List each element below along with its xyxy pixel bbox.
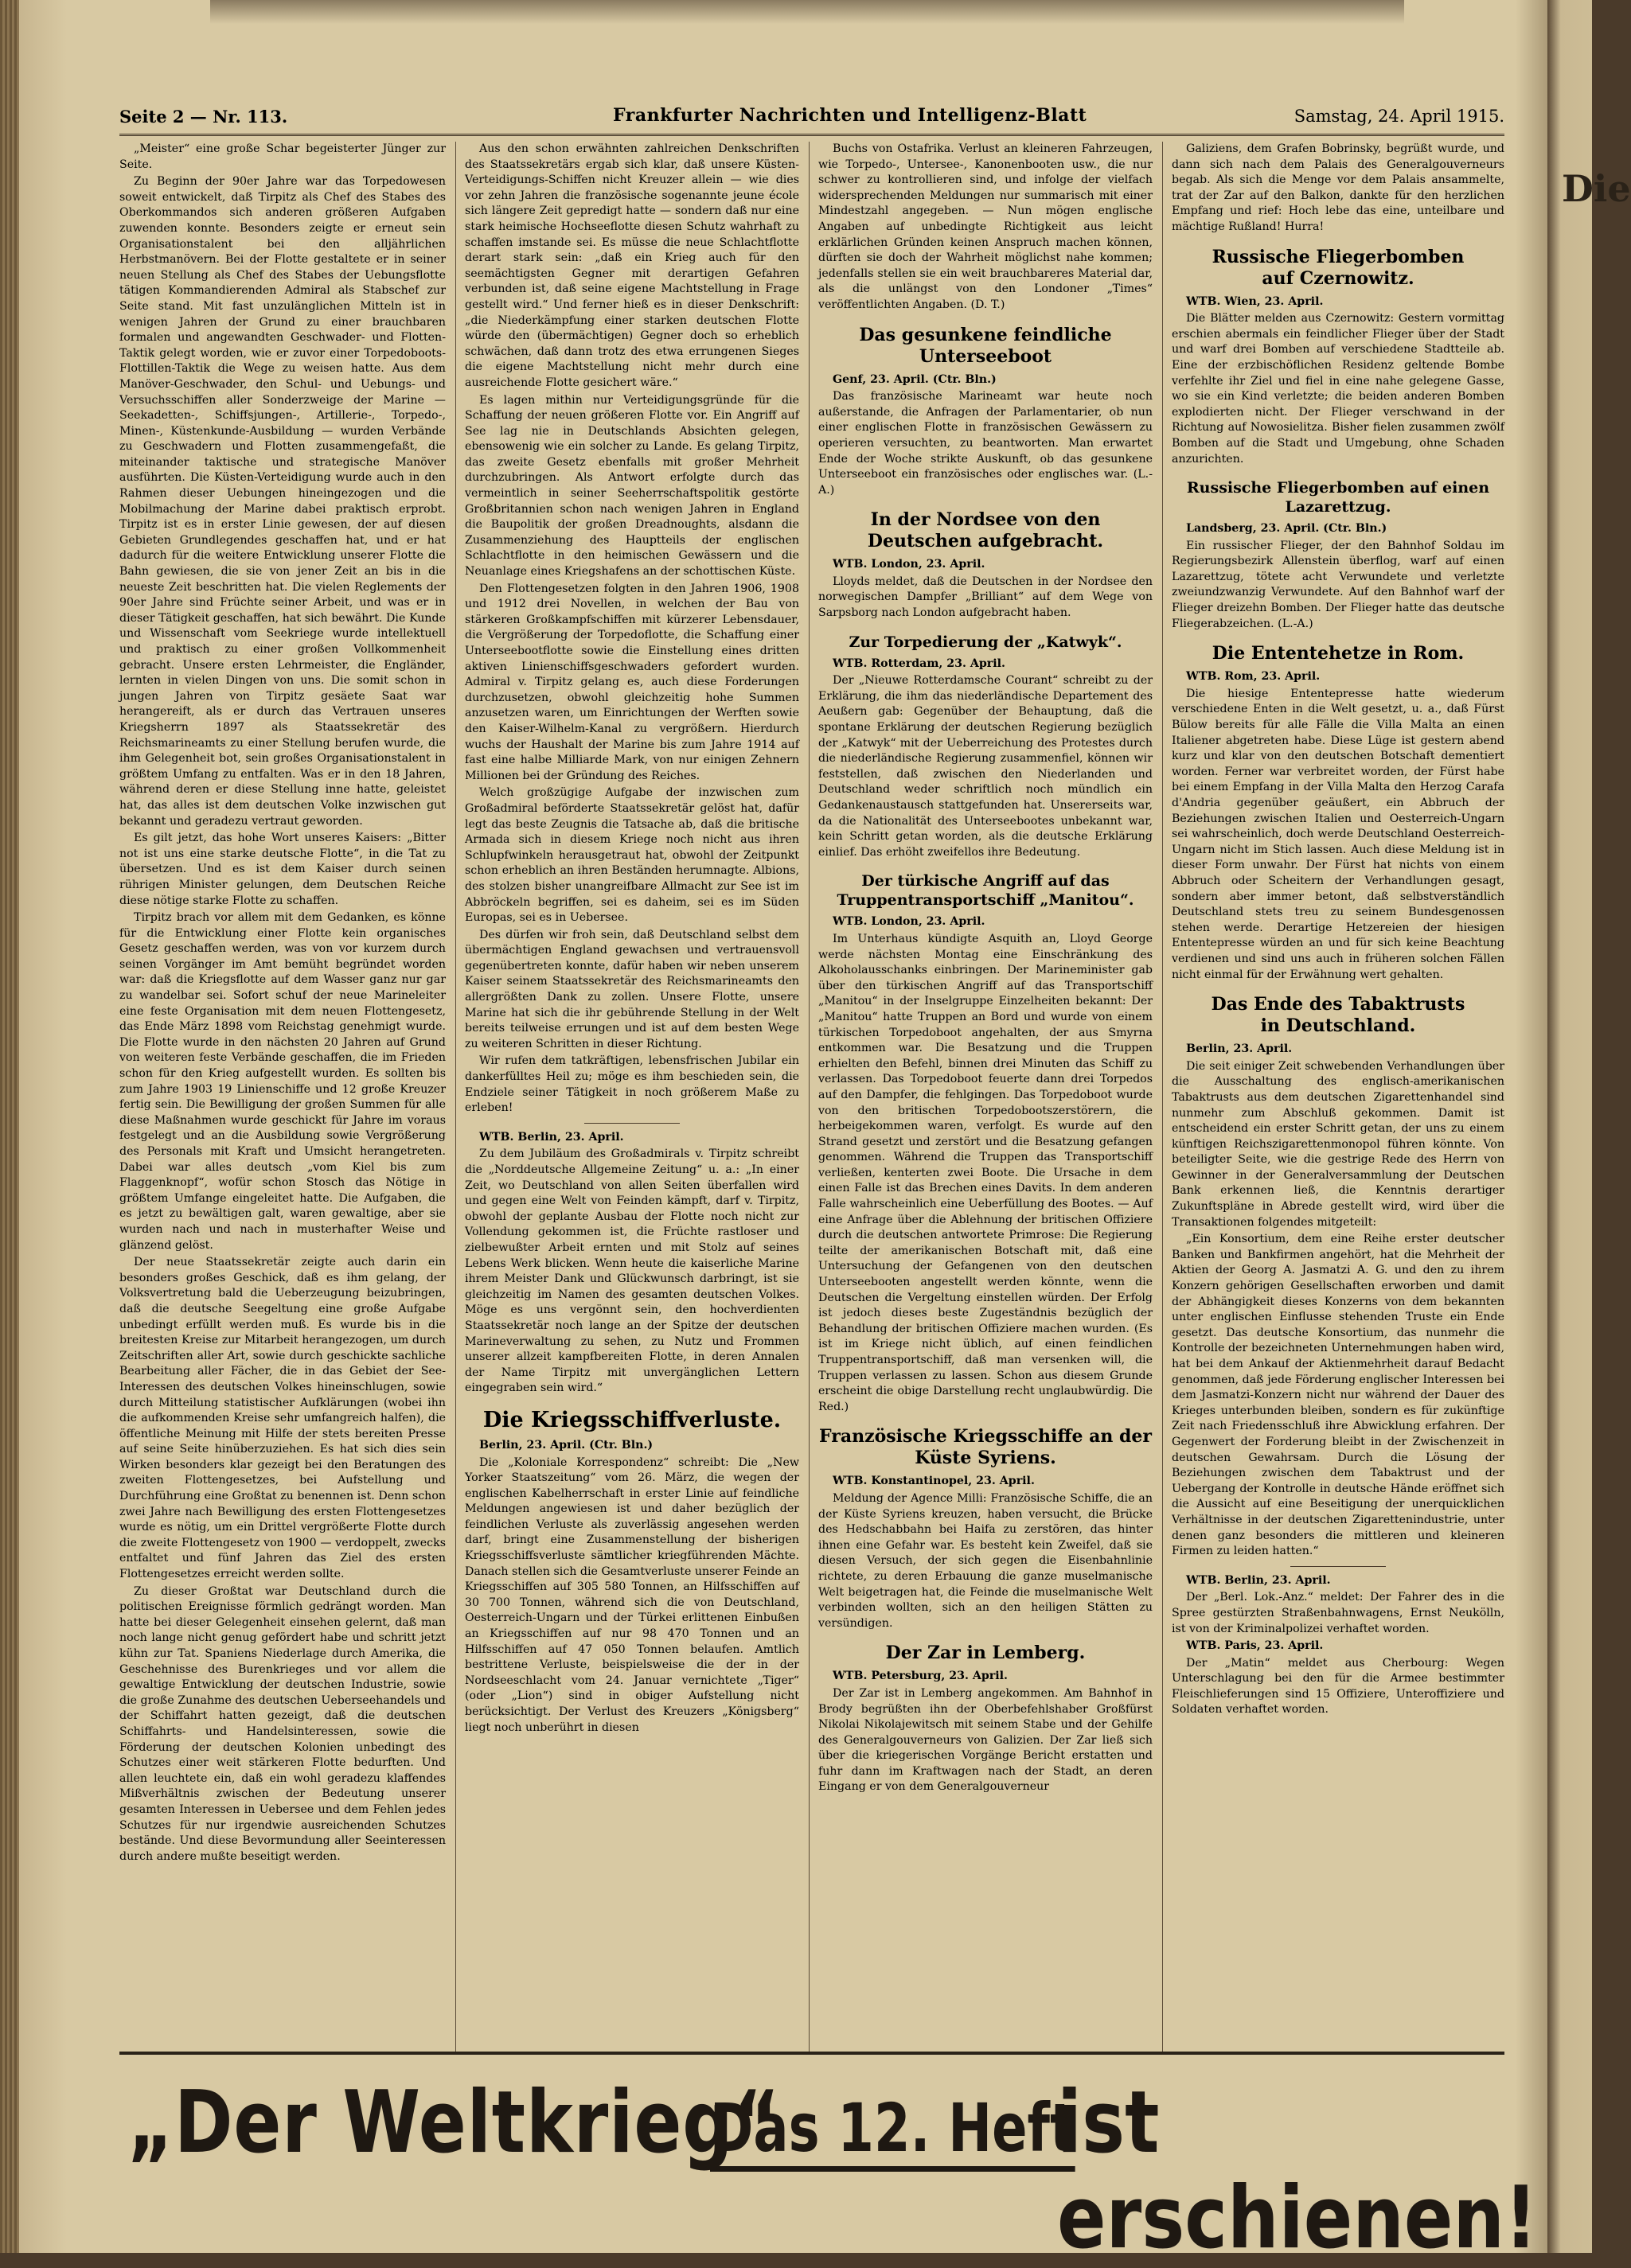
dateline: WTB. London, 23. April. — [833, 915, 985, 929]
dateline: WTB. Petersburg, 23. April. — [833, 1670, 1008, 1683]
dateline: WTB. Wien, 23. April. — [1186, 294, 1324, 308]
dateline: WTB. Rotterdam, 23. April. — [833, 657, 1005, 670]
dateline: Landsberg, 23. April. (Ctr. Bln.) — [1186, 522, 1387, 536]
paragraph: Der „Nieuwe Rotterdamsche Courant“ schreibt zu der Erklärung, die ihm das niederländische Departement des Aeußern gab: Gegenüber der Behauptung, daß die spontane Erklärung der deutschen Regierung bezüglich der „Katwyk“ mit der Ueberreichung des Protestes durch die niederländische Regierung zusammenfiel, können wir feststellen, daß zwischen den Niederlanden und Deutschland weder schriftlich noch mündlich ein Gedankenaustausch stattgefunden hat. Unsererseits war, da die Nationalität des Unterseebootes unbekannt war, kein Schritt getan worden, als die deutsche Erklärung einlief. Das erhöht zweifellos ihre Bedeutung. — [818, 674, 1153, 859]
dateline: WTB. Berlin, 23. April. — [1186, 1573, 1331, 1587]
dateline: WTB. Paris, 23. April. — [1186, 1639, 1324, 1653]
paragraph: Des dürfen wir froh sein, daß Deutschland selbst dem übermächtigen England gewachsen und vertrauensvoll gegenübertreten konnte, dafür haben wir neben unserem Kaiser seinem Staatssekretär des Reichsmarineamts den allergrößten Dank zu zollen. Unsere Flotte, unsere Marine hat sich die ihr gebührende Stellung in der Welt bereits teilweise errungen und ist auf dem besten Wege zu weiteren Schritten in dieser Richtung. — [465, 928, 799, 1050]
headline-czernowitz: Russische Fliegerbomben — [1212, 246, 1465, 267]
column-4 — [1172, 142, 1504, 2052]
book-binding — [0, 0, 19, 2253]
headline-syrien: Französische Kriegsschiffe an der Küste Syriens. — [819, 1426, 1152, 1469]
paragraph: Das französische Marineamt war heute noch außerstande, die Anfragen der Parlamentarier, ob nun einer englischen Flotte in französischen Gewässern zu operieren versuchten, zu beantworten. Man erwartet Ende der Woche strikte Auskunft, ob das gesunkene Unterseeboot ein französisches oder englisches war. (L.-A.) — [818, 390, 1153, 497]
headline-kriegsschiffverluste: Die Kriegsschiffverluste. — [482, 1407, 782, 1432]
headline-nordsee: In der Nordsee von den Deutschen aufgebracht. — [867, 509, 1104, 552]
adjacent-page-fragment: Die — [1562, 167, 1631, 210]
paragraph: Die „Koloniale Korrespondenz“ schreibt: Die „New Yorker Staatszeitung“ vom 26. März, die wegen der englischen Kabelherrschaft in erster Linie auf feindliche Meldungen angewiesen ist und daher bezüglich der feindlichen Verluste als zuverlässig angesehen werden darf, bringt eine Zusammenstellung der bisherigen Kriegsschiffsverluste sämtlicher kriegführenden Mächte. Danach stellen sich die Gesamtverluste unserer Feinde an Kriegsschiffen auf 305 580 Tonnen, an Hilfsschiffen auf 30 700 Tonnen, während sich die von Deutschland, Oesterreich-Ungarn und der Türkei erlittenen Einbußen an Kriegsschiffen auf nur 98 470 Tonnen und an Hilfsschiffen auf 47 050 Tonnen belaufen. Amtlich bestrittene Verluste, beispielsweise die der in der Nordseeschlacht vom 24. Januar vernichtete „Tiger“ (oder „Lion“) sind in obiger Aufstellung nicht berücksichtigt. Der Verlust des Kreuzers „Königsberg“ liegt noch unberührt in diesen — [465, 1455, 799, 1734]
advert-title: „Der Weltkrieg“ — [127, 2073, 781, 2173]
paragraph: Es gilt jetzt, das hohe Wort unseres Kaisers: „Bitter not ist uns eine starke deutsche Flotte“, in die Tat zu übersetzen. Und es ist dem Kaiser durch seinen rührigen Minister gelungen, dem Deutschen Reiche diese nötige starke Flotte zu schaffen. — [119, 832, 446, 907]
dateline: Berlin, 23. April. (Ctr. Bln.) — [479, 1438, 654, 1452]
issue-date: Samstag, 24. April 1915. — [1293, 107, 1504, 126]
paragraph: Die Blätter melden aus Czernowitz: Gestern vormittag erschien abermals ein feindlicher Flieger über der Stadt und warf drei Bomben auf verschiedene Stadtteile ab. Eine der erzbischöflichen Residenz geltende Bombe verfehlte ihr Ziel und fiel in eine nahe gelegene Gasse, wo sie ein Kind verletzte; die beiden anderen Bomben explodierten nicht. Der Flieger verschwand in der Richtung auf Nowosielitza. Bisher fielen zusammen zwölf Bomben auf die Stadt und Umgebung, ohne Schaden anzurichten. — [1172, 312, 1504, 466]
page-number: Seite 2 — Nr. 113. — [119, 107, 288, 127]
column-rule — [809, 142, 810, 2052]
paragraph: Im Unterhaus kündigte Asquith an, Lloyd George werde nächsten Montag eine Einschränkung des Alkoholausschanks einbringen. Der Marineminister gab über den türkischen Angriff auf das Transportschiff „Manitou“ in der Inselgruppe Einzelheiten bekannt: Der „Manitou“ hatte Truppen an Bord und wurde von einem türkischen Torpedoboot angehalten, der aus Smyrna entkommen war. Die Besatzung und die Truppen erhielten den Befehl, binnen drei Minuten das Schiff zu verlassen. Das Torpedoboot feuerte dann drei Torpedos auf den Dampfer, die fehlgingen. Das Torpedoboot wurde von den britischen Torpedobootszerstörern, die herbeigekommen waren, verfolgt. Es wurde auf den Strand gesetzt und zerstört und die Besatzung gefangen genommen. Während die Truppen das Transportschiff verließen, kenterten zwei Boote. Die Ursache in dem einen Falle ist das Brechen eines Davits. In dem anderen Falle wahrscheinlich eine Ueberfüllung des Bootes. — Auf eine Anfrage über die Ablehnung der britischen Offiziere durch die deutschen antwortete Primrose: Die Regierung teilte der amerikanischen Botschaft mit, daß eine Untersuchung der Gefangenen von den deutschen Unterseebooten angestellt werden könnte, wenn die Deutschen die Vergeltung einstellen würden. Der Erfolg ist jedoch dieses beste Zugeständnis bezüglich der Behandlung der britischen Offiziere machen wurden. (Es ist im Kriege nicht üblich, auf einen feindlichen Truppentransportschiff, daß man versenken will, die Truppen verlassen zu lassen. Schon aus diesem Grunde erscheint die obige Darstellung recht unglaubwürdig. Die Red.) — [818, 932, 1153, 1413]
dateline: Berlin, 23. April. — [1186, 1042, 1293, 1056]
column-1 — [119, 142, 446, 2052]
paragraph: Der „Matin“ meldet aus Cherbourg: Wegen Unterschlagung bei den für die Armee bestimmter Fleischlieferungen sind 15 Offiziere, Unteroffiziere und Soldaten verhaftet worden. — [1172, 1656, 1504, 1717]
headline-katwyk: Zur Torpedierung der „Katwyk“. — [849, 633, 1122, 651]
advert-issue: Das 12. Heft — [710, 2090, 1075, 2172]
divider — [1290, 1566, 1386, 1567]
advertisement-banner — [119, 2066, 1538, 2268]
dateline: WTB. Konstantinopel, 23. April. — [833, 1475, 1035, 1488]
paragraph: Aus den schon erwähnten zahlreichen Denkschriften des Staatssekretärs ergab sich klar, daß unsere Küsten-Verteidigungs-Schiffen nicht Kreuzer allein — wie dies vor zehn Jahren die französische sogenannte jeune école sich längere Zeit gepredigt hatte — sondern daß nur eine stark heimische Hochseeflotte diesen Schutz wahrhaft zu schaffen imstande sei. Es müsse die neue Schlachtflotte derart stark sein: „daß ein Krieg auch für den seemächtigsten Gegner mit derartigen Gefahren verbunden ist, daß seine eigene Machtstellung in Frage gestellt wird.“ Und ferner hieß es in dieser Denkschrift: „die Niederkämpfung einer starken deutschen Flotte würde den (übermächtigen) Gegner doch so erheblich schwächen, daß dann trotz des etwa errungenen Sieges die eigene Machtstellung nicht mehr durch eine ausreichende Flotte gesichert wäre.“ — [465, 142, 799, 389]
headline-lazarettzug: Russische Fliegerbomben auf einen Lazarettzug. — [1186, 479, 1490, 516]
paragraph: Meldung der Agence Milli: Französische Schiffe, die an der Küste Syriens kreuzen, haben versucht, die Brücke des Hedschabbahn bei Haifa zu zerstören, das hinter ihnen eine Gefahr war. Es besteht kein Zweifel, daß sie diesen Versuch, der sich gegen die Eisenbahnlinie richtete, zu deren Erbauung die ganze muselmanische Welt beigetragen hat, die Feinde die muselmanische Welt verbinden wollten, sich an den heiligen Stätten zu versündigen. — [818, 1491, 1153, 1630]
headline-ententehetze: Die Ententehetze in Rom. — [1212, 643, 1465, 664]
masthead — [119, 102, 1504, 136]
paragraph: Tirpitz brach vor allem mit dem Gedanken, es könne für die Entwicklung einer Flotte kein organisches Gesetz geschaffen werden, was von vor kurzem durch seinen Vorgänger im Amt bemüht begründet worden war: daß die Kriegsflotte auf dem Wasser ganz nur gar zu wandelbar sei. Sofort schuf der neue Marineleiter eine feste Organisation mit dem neuen Flottengesetz, das Ende März 1898 vom Reichstag genehmigt wurde. Die Flotte wurde in den nächsten 20 Jahren auf Grund von weiteren feste Verbände geschaffen, die im Frieden schon für den Krieg aufgestellt wurden. Es sollten bis zum Jahre 1903 19 Linienschiffe und 12 große Kreuzer fertig sein. Die Bewilligung der großen Summen für alle diese Maßnahmen wurde geschickt für Jahre im voraus festgelegt und an die Ausbildung sowie Vergrößerung des Personals mit Kraft und Umsicht herangetreten. Dabei war alles deutsch „vom Kiel bis zum Flaggenknopf“, wofür schon Stosch das Nötige in größtem Umfange eingeleitet hatte. Die Aufgaben, die es jetzt zu bewältigen galt, waren gewaltige, aber sie wurden nach und nach in musterhafter Weise und glänzend gelöst. — [119, 911, 446, 1252]
paragraph: Der „Berl. Lok.-Anz.“ meldet: Der Fahrer des in die Spree gestürzten Straßenbahnwagens, Ernst Neukölln, ist von der Kriminalpolizei verhaftet worden. — [1172, 1591, 1504, 1635]
paragraph: Galiziens, dem Grafen Bobrinsky, begrüßt wurde, und dann sich nach dem Palais des Generalgouverneurs begab. Als sich die Menge vor dem Palais ansammelte, trat der Zar auf den Balkon, dankte für den herzlichen Empfang und rief: Hoch lebe das eine, unteilbare und mächtige Rußland! Hurra! — [1172, 142, 1504, 233]
dateline: Genf, 23. April. (Ctr. Bln.) — [833, 372, 997, 386]
headline-unterseeboot: Das gesunkene feindliche Unterseeboot — [859, 324, 1112, 367]
paragraph: Buchs von Ostafrika. Verlust an kleineren Fahrzeugen, wie Torpedo-, Untersee-, Kanonenbooten usw., die nur schwer zu kontrollieren sind, und infolge der vielfach widersprechenden Meldungen nur summarisch mit einer Mindestzahl angegeben. — Nun mögen englische Angaben auf unbedingte Richtigkeit aus leicht erklärlichen Gründen keinen Anspruch machen können, dürften sie doch der Wahrheit möglichst nahe kommen; jedenfalls stellen sie ein weit brauchbareres Material dar, als die unlängst von den Londoner „Times“ veröffentlichten Angaben. (D. T.) — [818, 142, 1153, 311]
headline-czernowitz-line2: auf Czernowitz. — [1262, 267, 1414, 289]
dateline: WTB. Rom, 23. April. — [1186, 670, 1321, 684]
paragraph: „Meister“ eine große Schar begeisterter Jünger zur Seite. — [119, 142, 446, 171]
paragraph: Lloyds meldet, daß die Deutschen in der Nordsee den norwegischen Dampfer „Brilliant“ auf dem Wege von Sarpsborg nach London aufgebracht haben. — [818, 575, 1153, 620]
adjacent-page-edge — [1547, 0, 1631, 2253]
headline-zar-lemberg: Der Zar in Lemberg. — [885, 1643, 1086, 1664]
newspaper-title: Frankfurter Nachrichten und Intelligenz-Blatt — [613, 105, 1087, 126]
paragraph: Zu dem Jubiläum des Großadmirals v. Tirpitz schreibt die „Norddeutsche Allgemeine Zeitung“ u. a.: „In einer Zeit, wo Deutschland von allen Seiten überfallen wird und gegen eine Welt von Feinden kämpft, darf v. Tirpitz, obwohl der geplante Ausbau der Flotte noch nicht zur Vollendung gekommen ist, die Früchte rastloser und zielbewußter Arbeit ernten und mit Stolz auf seines Lebens Werk blicken. Wenn heute die kaiserliche Marine ihrem Meister Dank und Glückwunsch darbringt, ist sie gleichzeitig im Namen des gesamten deutschen Volkes. Möge es uns vergönnt sein, den hochverdienten Staatssekretär noch lange an der Spitze der deutschen Marineverwaltung zu sehen, zu Nutz und Frommen unserer allzeit kampfbereiten Flotte, in deren Annalen der Name Tirpitz mit unvergänglichen Lettern eingegraben sein wird.“ — [465, 1148, 799, 1395]
paragraph: Die hiesige Ententepresse hatte wiederum verschiedene Enten in die Welt gesetzt, u. a., daß Fürst Bülow bereits für alle Fälle die Villa Malta an einen Italiener abgetreten habe. Diese Lüge ist gestern abend kurz und klar von den deutschen Botschaft dementiert worden. Ferner war verbreitet worden, der Fürst habe bei einem Empfang in der Villa Malta den Herzog Carafa d'Andria gegenüber geäußert, ein Abbruch der Beziehungen zwischen Italien und Oesterreich-Ungarn sei wahrscheinlich, doch werde Deutschland Oesterreich-Ungarn nicht im Stich lassen. Auch diese Meldung ist in dieser Form unwahr. Der Fürst hat nichts von einem Abbruch oder Scheitern der Verhandlungen gesagt, sondern aber immer betont, daß selbstverständlich Deutschland stets treu zu seinem Bundesgenossen stehen werde. Derartige Hetzereien der hiesigen Ententepresse würden an und für sich keine Beachtung verdienen und sind uns auch in früheren solchen Fällen nicht einmal für der Erwähnung wert gehalten. — [1172, 687, 1504, 981]
paragraph: Ein russischer Flieger, der den Bahnhof Soldau im Regierungsbezirk Allenstein überflog, warf auf einen Lazarettzug, tötete acht Verwundete und verletzte zweiundzwanzig Verwundete. Auf den Bahnhof warf der Flieger dreizehn Bomben. Der Flieger hatte das deutsche Fliegerabzeichen. (L.-A.) — [1172, 539, 1504, 630]
headline-tabaktrust: Das Ende des Tabaktrusts — [1211, 994, 1465, 1015]
paragraph: „Ein Konsortium, dem eine Reihe erster deutscher Banken und Bankfirmen angehört, hat die Mehrheit der Aktien der Georg A. Jasmatzi A. G. und den zu ihrem Konzern gehörigen Gesellschaften erworben und damit der Abhängigkeit dieses Konzerns von dem bekannten unter englischen Einflusse stehenden Truste ein Ende gesetzt. Das deutsche Konsortium, das nunmehr die Kontrolle der bezeichneten Unternehmungen haben wird, hat bei dem Ankauf der Aktienmehrheit darauf Bedacht genommen, daß jede Förderung englischer Interessen bei dem Jasmatzi-Konzern nicht nur während der Dauer des Krieges unterbunden bleiben, sondern es für zukünftige Zeit nach Friedensschluß ihre Abwicklung erfahren. Der Gegenwert der Forderung bleibt in der Zwischenzeit in deutschen Gewahrsam. Durch die Lösung der Beziehungen zwischen dem Tabaktrust und der Uebergang der Kontrolle in deutsche Hände eröffnet sich die Aussicht auf eine Beseitigung der unerquicklichen Verhältnisse in der deutschen Zigarettenindustrie, unter denen ganz besonders die mittleren und kleineren Firmen zu leiden hatten.“ — [1172, 1233, 1504, 1558]
paragraph: Der neue Staatssekretär zeigte auch darin ein besonders großes Geschick, daß es ihm gelang, der Volksvertretung bald die Ueberzeugung beizubringen, daß die deutsche Seegeltung eine große Aufgabe unbedingt erfüllt werden muß. Es wurde bis in die breitesten Kreise zur Mitarbeit herangezogen, um durch Zeitschriften aller Art, sowie durch geschickte sachliche Bearbeitung aller Fächer, die in das Gebiet der See-Interessen des deutschen Volkes hineinschlugen, sowie durch Mitteilung statistischer Aufklärungen (wobei ihn die aufkommenden Kreise sehr umfangreich halfen), die öffentliche Meinung mit Hilfe der stets bereiten Presse auf seine Seite hinüberzuziehen. Es hat sich dies sein Wirken besonders klar gezeigt bei den Beratungen des zweiten Flottengesetzes, bei Aufstellung und Durchführung eine Großtat zu benennen ist. Denn schon zwei Jahre nach Bewilligung des ersten Flottengesetzes wurde es nötig, um ein Drittel vergrößerte Flotte durch die zweite Flottengesetz von 1900 — verdoppelt, zwecks entfaltet und fünf Jahren das Ziel des ersten Flottengesetzes erreicht werden sollte. — [119, 1256, 446, 1581]
dateline: WTB. Berlin, 23. April. — [479, 1130, 624, 1144]
headline-tabaktrust-line2: in Deutschland. — [1260, 1015, 1416, 1037]
dateline: WTB. London, 23. April. — [833, 558, 985, 571]
paragraph: Zu dieser Großtat war Deutschland durch die politischen Ereignisse förmlich gedrängt worden. Man hatte bei dieser Gelegenheit einsehen gelernt, daß man noch lange nicht genug gefördert habe und schritt jetzt kühn zur Tat. Spaniens Niederlage durch Amerika, die Geschehnisse des Burenkrieges und vor allem die gewaltige Entwicklung der deutschen Industrie, sowie die große Zunahme des deutschen Ueberseehandels und der Schiffahrt hatten gezeigt, daß die deutschen Schiffahrts- und Handelsinteressen, sowie die Förderung der deutschen Kolonien unbedingt des Schutzes einer weit stärkeren Flotte bedurften. Und allen leuchtete ein, daß ein wohl geradezu klaffendes Mißverhältnis zwischen der Bedeutung unserer gesamten Interessen in Uebersee und dem Fehlen jedes Schutzes für nur irgendwie ausreichenden Schutzes bestände. Und diese Bevormundung aller Seeinteressen durch andere mußte beseitigt werden. — [119, 1584, 446, 1863]
paragraph: Es lagen mithin nur Verteidigungsgründe für die Schaffung der neuen größeren Flotte vor. Ein Angriff auf See lag nie in Deutschlands Absichten gelegen, ebensowenig wie ein solcher zu Lande. Es gelang Tirpitz, das zweite Gesetz ebenfalls mit großer Mehrheit durchzubringen. Als Antwort erfolgte durch das vermeintlich in seiner Seeherrschaftspolitik gestörte Großbritannien schon nach wenigen Jahren in England die Baupolitik der großen Dreadnoughts, alsdann die Zusammenziehung des Hauptteils der englischen Schlachtflotte in den heimischen Gewässern und die Neuanlage eines Kriegshafens an der schottischen Küste. — [465, 393, 799, 579]
paragraph: Den Flottengesetzen folgten in den Jahren 1906, 1908 und 1912 drei Novellen, in welchen der Bau von stärkeren Großkampfschiffen mit kürzerer Lebensdauer, die Vergrößerung der Torpedoflotte, die Schaffung einer Unterseebootflotte sowie die Einstellung eines dritten aktiven Linienschiffsgeschwaders gefordert wurden. Admiral v. Tirpitz gelang es, auch diese Forderungen durchzusetzen, obwohl gleichzeitig hohe Summen anzusetzen waren, um Einrichtungen der Werften sowie den Kaiser-Wilhelm-Kanal zu vergrößern. Hierdurch wuchs der Haushalt der Marine bis zum Jahre 1914 auf fast eine halbe Milliarde Mark, von nur einigen Zehnern Millionen bei der Gründung des Reiches. — [465, 582, 799, 782]
advert-announcement: ist erschienen! — [1057, 2073, 1538, 2268]
advert-top-rule — [119, 2052, 1504, 2055]
paragraph: Zu Beginn der 90er Jahre war das Torpedowesen soweit entwickelt, daß Tirpitz als Chef des Stabes des Oberkommandos sich anderen größeren Aufgaben zuwenden konnte. Besonders zeigte er erneut sein Organisationstalent bei den alljährlichen Herbstmanövern. Bei der Flotte gestaltete er in seiner neuen Stellung als Chef des Stabes der Uebungsflotte tätigen Kommandierenden Admiral als Stabschef zur Seite stand. Mit fast unzulänglichen Mitteln ist in wenigen Jahren der Grund zu einer brauchbaren formalen und angewandten Geschwader- und Flotten-Taktik gelegt worden, wie er zuvor einer Torpedoboots-Flottillen-Taktik die Wege zu weisen hatte. Aus dem Manöver-Geschwader, den Schul- und Uebungs- und Versuchsschiffen aller Sonderzweige der Marine — Seekadetten-, Schiffsjungen-, Artillerie-, Torpedo-, Minen-, Küstenkunde-Ausbildung — wurden Verbände zu Geschwadern und Flotten zusammengefaßt, die miteinander taktische und strategische Manöver ausführten. Die Küsten-Verteidigung wurde auch in den Rahmen dieser Uebungen hineingezogen und die Mobilmachung der Marine dabei praktisch erprobt. Tirpitz ist es in erster Linie gewesen, der auf diesen Gebieten Grundlegendes geschaffen hat, und er hat dadurch für die weitere Entwicklung unserer Flotte die Bahn gewiesen, die sie von jener Zeit an bis in die neueste Zeit beschritten hat. Die vielen Reglements der 90er Jahre sind Früchte seiner Arbeit, und was er in dieser Tätigkeit geschaffen, hat sich bewährt. Die Kunde und Wissenschaft vom Seekriege wurde intellektuell und praktisch zu einer großen Vollkommenheit gebracht. Unsere ersten Lehrmeister, die Engländer, lernten in vielen Dingen von uns. Die somit schon in jungen Jahren von Tirpitz gesäete Saat war herangereift, als er durch das Vertrauen unseres Kriegsherrn 1897 als Staatssekretär des Reichsmarineamts zu einer Stellung berufen wurde, die ihm Gelegenheit bot, sein großes Organisationstalent in größtem Umfang zu entfalten. Was er in den 18 Jahren, während deren er diese Stellung inne hatte, geleistet hat, das alles ist dem deutschen Volke inzwischen gut bekannt und geradezu vertraut geworden. — [119, 175, 446, 828]
column-2 — [465, 142, 799, 2052]
paragraph: Welch großzügige Aufgabe der inzwischen zum Großadmiral beförderte Staatssekretär gelöst hat, dafür legt das beste Zeugnis die Tatsache ab, daß die britische Armada sich in diesem Kriege noch nicht aus ihren Schlupfwinkeln herausgetraut hat, obwohl der Zeitpunkt schon erheblich an ihren Beständen herumnagte. Albions, des stolzen bisher unangreifbare Allmacht zur See ist im Abbröckeln begriffen, sei es daheim, sei es im Süden Europas, sei es in Uebersee. — [465, 786, 799, 925]
column-rule — [455, 142, 456, 2052]
top-shadow — [210, 0, 1404, 24]
paragraph: Der Zar ist in Lemberg angekommen. Am Bahnhof in Brody begrüßten ihn der Oberbefehlshaber Großfürst Nikolai Nikolajewitsch mit seinem Stabe und der Gehilfe des Generalgouverneurs von Galizien. Der Zar ließ sich über die kriegerischen Vorgänge Bericht erstatten und fuhr dann im Kraftwagen nach der Stadt, an deren Eingang er von dem Generalgouverneur — [818, 1686, 1153, 1794]
column-3 — [818, 142, 1153, 2052]
divider — [584, 1123, 680, 1124]
headline-manitou: Der türkische Angriff auf das Truppentransportschiff „Manitou“. — [837, 872, 1134, 910]
paragraph: Die seit einiger Zeit schwebenden Verhandlungen über die Ausschaltung des englisch-amerikanischen Tabaktrusts aus dem deutschen Zigarettenhandel sind nunmehr zum Abschluß gekommen. Damit ist entscheidend ein erster Schritt getan, der uns zu einem künftigen Reichszigarettenmonopol führen könnte. Von beteiligter Seite, wie die gestrige Rede des Herrn von Gewinner in der Generalversammlung der Deutschen Bank erkennen ließ, die Kenntnis derartiger Zukunftspläne in Abrede gestellt wird, wird über die Transaktionen folgendes mitgeteilt: — [1172, 1059, 1504, 1229]
paragraph: Wir rufen dem tatkräftigen, lebensfrischen Jubilar ein dankerfülltes Heil zu; möge es ihm beschieden sein, die Endziele seiner Tätigkeit in noch größerem Maße zu erleben! — [465, 1054, 799, 1115]
column-rule — [1162, 142, 1163, 2052]
